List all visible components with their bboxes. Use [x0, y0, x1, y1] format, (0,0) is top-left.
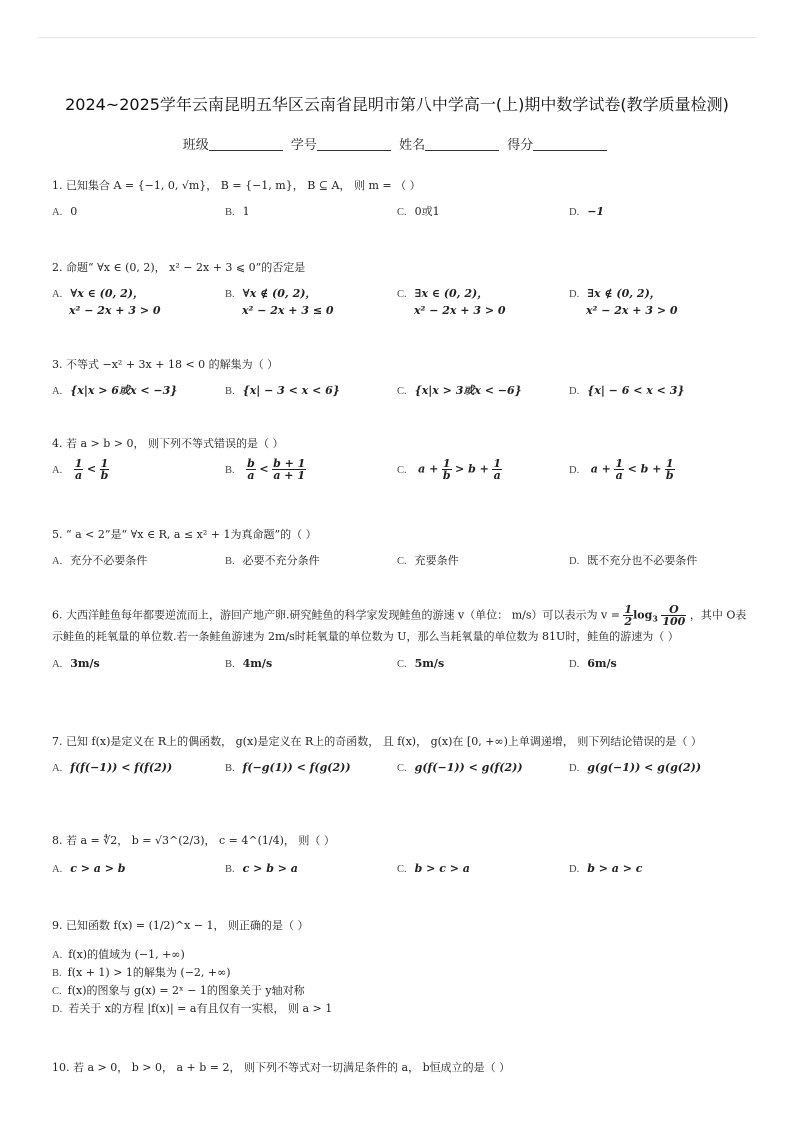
- question-10: [52, 1060, 754, 1076]
- info-name-label: 姓名: [399, 138, 426, 153]
- question-number: 8.: [52, 834, 63, 847]
- fraction: $\frac{b}{a}$: [247, 457, 255, 482]
- option-b[interactable]: B. $\frac{b}{a}$ < $\frac{b + 1}{a + 1}$: [225, 457, 306, 482]
- fraction: $\frac{1}{b}$: [100, 457, 109, 482]
- fraction: $\frac{1}{a}$: [615, 457, 624, 482]
- question-6: 6. 大西洋鲑鱼每年都要逆流而上，游回产地产卵.研究鲑鱼的科学家发现鲑鱼的游速 v（单位： m/s）可以表示为 v = $\frac{1}{2}$ $\log_3$ $\frac{O}{100}$ ，其中 O表示鲑鱼的耗氧量的单位数.若一条鲑鱼游速为 2m/s时耗氧量的单位数为 U，那么当耗氧量的单位数为 81U时，鲑鱼的游速为（ ） A. 3m/s B. 4m/s C. 5m/s D. 6m/s: [52, 604, 754, 672]
- question-stem: 命题“ ∀x ∈ (0, 2)， x² − 2x + 3 ⩽ 0”的否定是: [66, 261, 306, 274]
- option-d[interactable]: D. g(g(−1)) < g(g(2)): [569, 761, 702, 774]
- question-number: 4.: [52, 437, 63, 450]
- option-c[interactable]: C. ∃x ∈ (0, 2)， x² − 2x + 3 > 0: [397, 287, 506, 317]
- option-a[interactable]: A. $\frac{1}{a}$ < $\frac{1}{b}$: [52, 457, 109, 482]
- option-a[interactable]: A. c > a > b: [52, 862, 126, 875]
- question-number: 5.: [52, 528, 63, 541]
- option-a[interactable]: A. 0: [52, 205, 78, 218]
- option-b[interactable]: B. 4m/s: [225, 656, 273, 670]
- info-class-label: 班级: [182, 138, 209, 153]
- option-a[interactable]: A. ∀x ∈ (0, 2)， x² − 2x + 3 > 0: [52, 287, 161, 317]
- question-number: 7.: [52, 735, 63, 748]
- option-d[interactable]: D. −1: [569, 205, 605, 218]
- question-stem: 已知 f(x)是定义在 R上的偶函数， g(x)是定义在 R上的奇函数， 且 f(x)， g(x)在 [0, +∞)上单调递增， 则下列结论错误的是（ ）: [66, 735, 702, 748]
- fraction: $\frac{1}{b}$: [665, 457, 674, 482]
- option-c[interactable]: C. 5m/s: [397, 656, 445, 670]
- option-a[interactable]: A. {x|x > 6或x < −3}: [52, 384, 178, 397]
- question-stem: 若 a = ∜2， b = √3^(2/3)， c = 4^(1/4)， 则（ ）: [66, 834, 335, 847]
- option-b[interactable]: B. f(x + 1) > 1的解集为 (−2, +∞): [52, 966, 231, 979]
- option-a[interactable]: A. f(f(−1)) < f(f(2)): [52, 761, 173, 774]
- question-number: 1.: [52, 179, 63, 192]
- info-name-blank[interactable]: [425, 138, 499, 151]
- question-stem: “ a < 2”是“ ∀x ∈ R, a ≤ x² + 1为真命题”的（ ）: [66, 528, 317, 541]
- question-number: 3.: [52, 358, 63, 371]
- info-score-label: 得分: [507, 138, 534, 153]
- option-b[interactable]: B. 1: [225, 205, 250, 218]
- info-id-label: 学号: [290, 138, 317, 153]
- question-stem: 大西洋鲑鱼每年都要逆流而上，游回产地产卵.研究鲑鱼的科学家发现鲑鱼的游速 v（单位： m/s）可以表示为 v =: [66, 608, 620, 622]
- question-number: 9.: [52, 919, 63, 932]
- fraction: $\frac{1}{a}$: [493, 457, 501, 482]
- option-d[interactable]: D. a + $\frac{1}{a}$ < b + $\frac{1}{b}$: [569, 457, 674, 482]
- option-d[interactable]: D. 既不充分也不必要条件: [569, 554, 698, 567]
- fraction: $\frac{b + 1}{a + 1}$: [273, 457, 306, 482]
- option-b[interactable]: B. f(−g(1)) < f(g(2)): [225, 761, 351, 774]
- option-d[interactable]: D. b > a > c: [569, 862, 643, 875]
- option-d[interactable]: D. {x| − 6 < x < 3}: [569, 384, 685, 397]
- info-class-blank[interactable]: [209, 138, 283, 151]
- option-c[interactable]: C. g(f(−1)) < g(f(2)): [397, 761, 523, 774]
- fraction-half: $\frac{1}{2}$: [624, 603, 633, 628]
- option-c[interactable]: C. a + $\frac{1}{b}$ > b + $\frac{1}{a}$: [397, 457, 501, 482]
- question-stem: 已知集合 A = {−1, 0, √m}， B = {−1, m}， B ⊆ A， 则 m = （ ）: [66, 179, 421, 192]
- question-5: [52, 527, 754, 569]
- top-divider: [38, 37, 756, 38]
- question-7: [52, 734, 754, 776]
- question-stem: 已知函数 f(x) = (1/2)^x − 1， 则正确的是（ ）: [66, 919, 309, 932]
- option-c[interactable]: C. {x|x > 3或x < −6}: [397, 384, 522, 397]
- option-a[interactable]: A. 3m/s: [52, 656, 100, 670]
- question-number: 2.: [52, 261, 63, 274]
- question-stem: 不等式 −x² + 3x + 18 < 0 的解集为（ ）: [66, 358, 279, 371]
- student-info-line: [0, 134, 794, 153]
- question-3: [52, 357, 754, 399]
- question-4: [52, 436, 754, 486]
- option-b[interactable]: B. c > b > a: [225, 862, 298, 875]
- fraction: $\frac{1}{b}$: [442, 457, 451, 482]
- option-b[interactable]: B. 必要不充分条件: [225, 554, 320, 567]
- question-stem: 若 a > 0， b > 0， a + b = 2， 则下列不等式对一切满足条件的 a， b恒成立的是（ ）: [73, 1061, 511, 1074]
- option-c[interactable]: C. 充要条件: [397, 554, 459, 567]
- option-d[interactable]: D. 若关于 x的方程 |f(x)| = a有且仅有一实根， 则 a > 1: [52, 1002, 333, 1015]
- question-stem-continued: ，其中 O表示鲑鱼的耗氧量的单位数.若一条鲑鱼游速为 2m/s时耗氧量的单位数为 U，那么当耗氧量的单位数为 81U时，鲑鱼的游速为（ ）: [52, 608, 747, 643]
- question-stem: 若 a > b > 0， 则下列不等式错误的是（ ）: [66, 437, 284, 450]
- exam-title: 2024~2025学年云南昆明五华区云南省昆明市第八中学高一(上)期中数学试卷(教学质量检测): [65, 95, 729, 114]
- option-c[interactable]: C. f(x)的图象与 g(x) = 2ˣ − 1的图象关于 y轴对称: [52, 984, 305, 997]
- fraction-o: $\frac{O}{100}$: [662, 603, 686, 628]
- option-a[interactable]: A. f(x)的值域为 (−1, +∞): [52, 948, 185, 961]
- info-score-blank[interactable]: [533, 138, 607, 151]
- option-d[interactable]: D. ∃x ∉ (0, 2)， x² − 2x + 3 > 0: [569, 287, 678, 317]
- option-b[interactable]: B. {x| − 3 < x < 6}: [225, 384, 340, 397]
- info-id-blank[interactable]: [317, 138, 391, 151]
- option-c[interactable]: C. b > c > a: [397, 862, 470, 875]
- question-number: 10.: [52, 1061, 70, 1074]
- question-number: 6.: [52, 608, 63, 622]
- question-1: [52, 178, 754, 220]
- question-9: [52, 918, 754, 1018]
- question-2: [52, 260, 754, 318]
- option-c[interactable]: C. 0或1: [397, 205, 440, 218]
- fraction: $\frac{1}{a}$: [74, 457, 83, 482]
- option-a[interactable]: A. 充分不必要条件: [52, 554, 148, 567]
- option-b[interactable]: B. ∀x ∉ (0, 2)， x² − 2x + 3 ≤ 0: [225, 287, 334, 317]
- question-8: [52, 833, 754, 877]
- option-d[interactable]: D. 6m/s: [569, 656, 617, 670]
